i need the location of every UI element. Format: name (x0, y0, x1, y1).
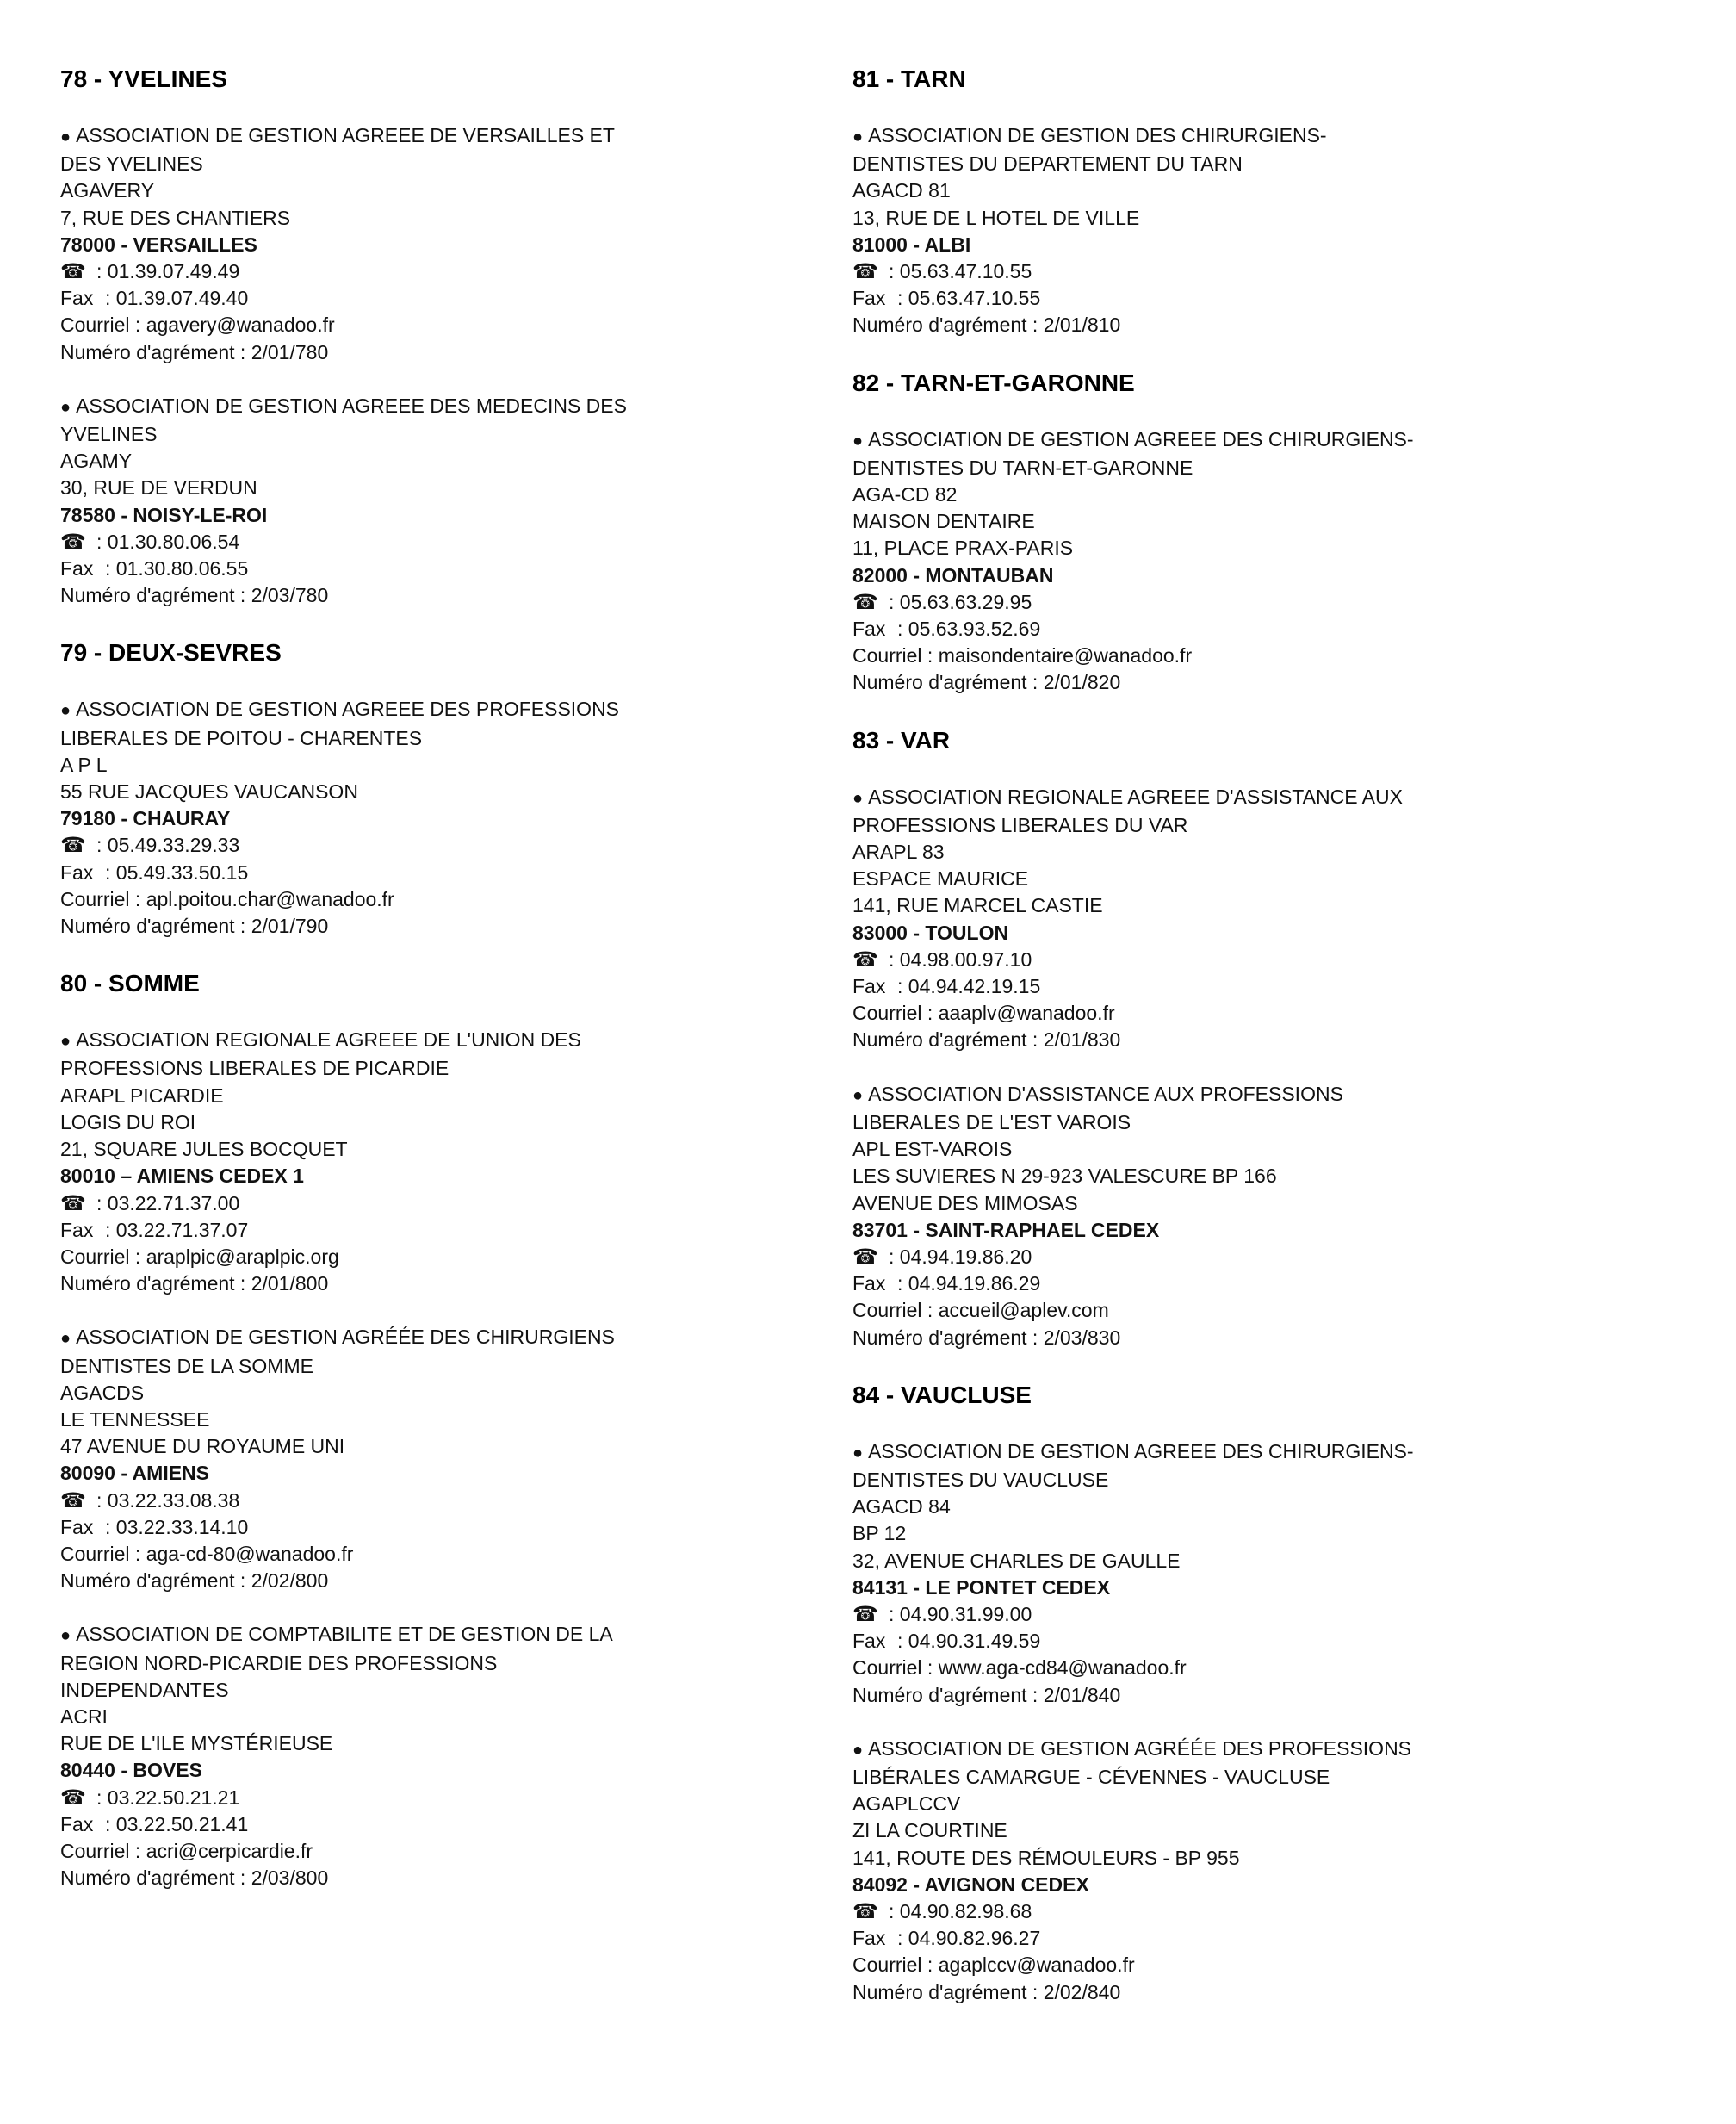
phone-line (852, 1898, 1628, 1925)
bullet-icon: ● (852, 1085, 864, 1105)
postal-city: 83701 - SAINT-RAPHAEL CEDEX (852, 1218, 1160, 1241)
phone-icon: ☎ (60, 834, 86, 858)
association-name-text: DENTISTES DU VAUCLUSE (852, 1468, 1109, 1491)
association-name-line (60, 1353, 835, 1380)
phone-number: : 03.22.33.08.38 (96, 1488, 240, 1512)
address-line: 55 RUE JACQUES VAUCANSON (60, 780, 358, 804)
fax-line (60, 860, 835, 886)
association-name-line (60, 1677, 835, 1704)
postal-city: 83000 - TOULON (852, 921, 1009, 944)
association-name-line (60, 1027, 835, 1055)
fax-label: Fax (60, 287, 94, 310)
association-name-line (60, 1621, 835, 1649)
fax-number: : 05.63.93.52.69 (897, 618, 1041, 641)
association-name-text: ASSOCIATION DE GESTION AGREEE DE VERSAILLES ET (76, 124, 615, 146)
association-name-text: DENTISTES DU TARN-ET-GARONNE (852, 456, 1194, 479)
approval-number: Numéro d'agrément : 2/02/800 (60, 1569, 329, 1593)
association-entry (852, 426, 1628, 697)
association-acronym: AGACDS (60, 1381, 145, 1404)
address-line: ZI LA COURTINE (852, 1819, 1008, 1842)
address-line: 7, RUE DES CHANTIERS (60, 206, 291, 229)
fax-line (60, 556, 835, 582)
email-line: Courriel : agavery@wanadoo.fr (60, 314, 335, 337)
fax-label: Fax (852, 1272, 886, 1295)
association-name-line (852, 1467, 1628, 1494)
phone-line (852, 1601, 1628, 1628)
fax-number: : 05.49.33.50.15 (105, 860, 249, 884)
phone-number: : 04.98.00.97.10 (889, 947, 1032, 971)
department-section (852, 62, 1628, 339)
fax-number: : 03.22.33.14.10 (105, 1515, 249, 1538)
address-line: 21, SQUARE JULES BOCQUET (60, 1138, 348, 1161)
association-name-line (852, 1764, 1628, 1791)
association-name-text: DENTISTES DE LA SOMME (60, 1354, 313, 1377)
association-name-line (60, 1324, 835, 1352)
phone-icon: ☎ (852, 1602, 878, 1626)
fax-label: Fax (60, 860, 94, 884)
association-acronym: AGAVERY (60, 179, 155, 202)
approval-number: Numéro d'agrément : 2/01/840 (852, 1683, 1121, 1706)
phone-icon: ☎ (852, 590, 878, 614)
postal-city: 78000 - VERSAILLES (60, 233, 257, 256)
department-title: 79 - DEUX-SEVRES (60, 639, 282, 667)
address-line: 141, RUE MARCEL CASTIE (852, 894, 1103, 917)
postal-city: 82000 - MONTAUBAN (852, 563, 1054, 587)
association-name-text: ASSOCIATION DE GESTION AGREEE DES CHIRURGIENS- (868, 427, 1414, 450)
association-entry (60, 122, 835, 366)
association-name-text: ASSOCIATION REGIONALE AGREEE D'ASSISTANCE AUX (868, 785, 1403, 808)
fax-number: : 01.30.80.06.55 (105, 557, 249, 581)
bullet-icon: ● (60, 1626, 71, 1646)
bullet-icon: ● (60, 397, 71, 417)
address-line: 13, RUE DE L HOTEL DE VILLE (852, 206, 1140, 229)
postal-city: 80440 - BOVES (60, 1759, 202, 1782)
association-name-text: ASSOCIATION D'ASSISTANCE AUX PROFESSIONS (868, 1082, 1343, 1105)
bullet-icon: ● (60, 1329, 71, 1349)
association-name-line (852, 784, 1628, 812)
phone-line (60, 832, 835, 859)
association-name-text: ASSOCIATION DE COMPTABILITE ET DE GESTION DE LA (76, 1623, 613, 1646)
association-name-text: ASSOCIATION DE GESTION AGREEE DES PROFESSIONS (76, 698, 620, 721)
association-name-text: ASSOCIATION REGIONALE AGREEE DE L'UNION DES (76, 1028, 581, 1052)
department-title: 80 - SOMME (60, 970, 200, 997)
association-entry (852, 784, 1628, 1054)
postal-city: 78580 - NOISY-LE-ROI (60, 503, 268, 526)
association-name-text: PROFESSIONS LIBERALES DU VAR (852, 813, 1188, 836)
phone-icon: ☎ (60, 260, 86, 284)
association-name-line (852, 151, 1628, 177)
department-section (852, 1378, 1628, 2006)
right-column (852, 62, 1628, 2033)
association-name-text: LIBERALES DE POITOU - CHARENTES (60, 726, 423, 749)
department-section (852, 366, 1628, 697)
address-line: ESPACE MAURICE (852, 867, 1029, 891)
association-name-line (852, 812, 1628, 839)
email-line: Courriel : acri@cerpicardie.fr (60, 1839, 313, 1862)
association-name-line (852, 122, 1628, 151)
association-acronym: AGAMY (60, 450, 133, 473)
address-line: LOGIS DU ROI (60, 1110, 196, 1133)
fax-label: Fax (852, 1927, 886, 1950)
fax-number: : 05.63.47.10.55 (897, 287, 1041, 310)
bullet-icon: ● (852, 431, 864, 450)
department-title: 84 - VAUCLUSE (852, 1381, 1032, 1408)
association-name-line (60, 393, 835, 421)
phone-icon: ☎ (852, 947, 878, 972)
phone-number: : 03.22.50.21.21 (96, 1786, 240, 1809)
department-title: 78 - YVELINES (60, 65, 228, 92)
association-name-text: ASSOCIATION DE GESTION AGRÉÉE DES PROFESSIONS (868, 1736, 1412, 1760)
association-name-line (60, 122, 835, 151)
association-name-line (60, 1055, 835, 1082)
phone-icon: ☎ (60, 1488, 86, 1512)
association-name-line (852, 426, 1628, 455)
phone-line (60, 1487, 835, 1514)
fax-label: Fax (60, 1812, 94, 1835)
fax-label: Fax (852, 287, 886, 310)
association-entry (60, 1027, 835, 1297)
association-entry (60, 1324, 835, 1594)
association-name-line (852, 1109, 1628, 1136)
association-name-line (852, 455, 1628, 481)
association-entry (852, 1081, 1628, 1351)
association-name-line (60, 725, 835, 752)
email-line: Courriel : aga-cd-80@wanadoo.fr (60, 1542, 354, 1565)
approval-number: Numéro d'agrément : 2/02/840 (852, 1980, 1121, 2003)
association-acronym: AGAPLCCV (852, 1792, 961, 1816)
association-name-line (60, 421, 835, 448)
association-entry (60, 1621, 835, 1891)
bullet-icon: ● (60, 1032, 71, 1052)
association-name-text: LIBÉRALES CAMARGUE - CÉVENNES - VAUCLUSE (852, 1765, 1330, 1788)
phone-line (852, 589, 1628, 616)
fax-line (60, 1811, 835, 1838)
fax-line (60, 285, 835, 312)
fax-line (852, 973, 1628, 1000)
postal-city: 84131 - LE PONTET CEDEX (852, 1575, 1111, 1599)
department-section (60, 62, 835, 609)
phone-line (852, 947, 1628, 973)
bullet-icon: ● (60, 701, 71, 721)
association-name-text: INDEPENDANTES (60, 1678, 229, 1701)
phone-number: : 03.22.71.37.00 (96, 1191, 240, 1214)
approval-number: Numéro d'agrément : 2/01/780 (60, 340, 329, 363)
association-name-line (852, 1081, 1628, 1109)
phone-icon: ☎ (60, 1786, 86, 1810)
association-name-line (60, 696, 835, 724)
phone-number: : 05.63.47.10.55 (889, 260, 1032, 283)
fax-line (852, 285, 1628, 312)
approval-number: Numéro d'agrément : 2/01/810 (852, 314, 1121, 337)
association-name-text: ASSOCIATION DE GESTION AGRÉÉE DES CHIRURGIENS (76, 1326, 615, 1349)
fax-line (60, 1217, 835, 1244)
approval-number: Numéro d'agrément : 2/01/830 (852, 1028, 1121, 1052)
association-name-text: REGION NORD-PICARDIE DES PROFESSIONS (60, 1651, 498, 1674)
phone-number: : 01.30.80.06.54 (96, 530, 240, 553)
phone-icon: ☎ (60, 530, 86, 554)
association-name-text: ASSOCIATION DE GESTION AGREEE DES CHIRURGIENS- (868, 1439, 1414, 1463)
department-section (60, 966, 835, 1891)
bullet-icon: ● (60, 127, 71, 146)
association-acronym: ARAPL PICARDIE (60, 1084, 224, 1107)
address-line: BP 12 (852, 1522, 907, 1545)
phone-line (60, 258, 835, 285)
phone-number: : 04.90.82.98.68 (889, 1899, 1032, 1922)
phone-number: : 01.39.07.49.49 (96, 260, 240, 283)
phone-line (60, 1785, 835, 1811)
association-acronym: APL EST-VAROIS (852, 1138, 1013, 1161)
department-section (852, 724, 1628, 1351)
approval-number: Numéro d'agrément : 2/01/820 (852, 671, 1121, 694)
association-entry (60, 393, 835, 610)
bullet-icon: ● (852, 1443, 864, 1463)
address-line: AVENUE DES MIMOSAS (852, 1191, 1078, 1214)
postal-city: 79180 - CHAURAY (60, 807, 231, 830)
email-line: Courriel : araplpic@araplpic.org (60, 1245, 339, 1268)
phone-icon: ☎ (852, 260, 878, 284)
phone-line (852, 258, 1628, 285)
fax-number: : 04.90.82.96.27 (897, 1927, 1041, 1950)
association-name-line (60, 151, 835, 177)
address-line: RUE DE L'ILE MYSTÉRIEUSE (60, 1732, 333, 1755)
phone-number: : 04.90.31.99.00 (889, 1602, 1032, 1625)
bullet-icon: ● (852, 788, 864, 808)
fax-label: Fax (852, 618, 886, 641)
phone-icon: ☎ (852, 1899, 878, 1923)
bullet-icon: ● (852, 1740, 864, 1760)
association-name-text: PROFESSIONS LIBERALES DE PICARDIE (60, 1057, 450, 1080)
approval-number: Numéro d'agrément : 2/03/800 (60, 1866, 329, 1890)
approval-number: Numéro d'agrément : 2/01/790 (60, 915, 329, 938)
address-line: 141, ROUTE DES RÉMOULEURS - BP 955 (852, 1846, 1240, 1869)
fax-label: Fax (852, 1630, 886, 1653)
association-acronym: AGACD 81 (852, 179, 951, 202)
fax-label: Fax (60, 1218, 94, 1241)
fax-number: : 04.94.19.86.29 (897, 1272, 1041, 1295)
association-name-text: DENTISTES DU DEPARTEMENT DU TARN (852, 152, 1243, 176)
department-title: 83 - VAR (852, 726, 951, 754)
phone-number: : 05.49.33.29.33 (96, 834, 240, 857)
email-line: Courriel : agaplccv@wanadoo.fr (852, 1953, 1135, 1977)
association-acronym: ACRI (60, 1705, 108, 1728)
phone-number: : 05.63.63.29.95 (889, 590, 1032, 613)
association-acronym: ARAPL 83 (852, 841, 945, 864)
association-acronym: A P L (60, 753, 108, 776)
postal-city: 84092 - AVIGNON CEDEX (852, 1872, 1089, 1896)
bullet-icon: ● (852, 127, 864, 146)
fax-number: : 01.39.07.49.40 (105, 287, 249, 310)
phone-number: : 04.94.19.86.20 (889, 1245, 1032, 1268)
address-line: 47 AVENUE DU ROYAUME UNI (60, 1435, 345, 1458)
association-name-text: YVELINES (60, 423, 158, 446)
email-line: Courriel : www.aga-cd84@wanadoo.fr (852, 1656, 1187, 1680)
association-entry (852, 122, 1628, 339)
association-name-line (852, 1736, 1628, 1764)
fax-number: : 03.22.71.37.07 (105, 1218, 249, 1241)
postal-city: 80090 - AMIENS (60, 1462, 209, 1485)
approval-number: Numéro d'agrément : 2/01/800 (60, 1272, 329, 1295)
association-name-line (852, 1438, 1628, 1467)
fax-label: Fax (60, 1515, 94, 1538)
email-line: Courriel : maisondentaire@wanadoo.fr (852, 644, 1193, 668)
postal-city: 81000 - ALBI (852, 233, 971, 256)
phone-icon: ☎ (60, 1191, 86, 1215)
fax-line (60, 1514, 835, 1541)
fax-label: Fax (852, 975, 886, 998)
address-line: 11, PLACE PRAX-PARIS (852, 537, 1074, 560)
fax-line (852, 616, 1628, 643)
approval-number: Numéro d'agrément : 2/03/830 (852, 1326, 1121, 1349)
phone-icon: ☎ (852, 1245, 878, 1269)
association-entry (60, 696, 835, 940)
department-title: 81 - TARN (852, 65, 966, 92)
association-entry (852, 1736, 1628, 2006)
address-line: 32, AVENUE CHARLES DE GAULLE (852, 1549, 1181, 1572)
address-line: MAISON DENTAIRE (852, 510, 1035, 533)
phone-line (852, 1244, 1628, 1270)
association-entry (852, 1438, 1628, 1709)
fax-label: Fax (60, 557, 94, 581)
association-name-text: LIBERALES DE L'EST VAROIS (852, 1110, 1132, 1133)
association-acronym: AGA-CD 82 (852, 483, 958, 506)
email-line: Courriel : apl.poitou.char@wanadoo.fr (60, 887, 394, 910)
association-name-text: ASSOCIATION DE GESTION DES CHIRURGIENS- (868, 124, 1327, 146)
fax-line (852, 1270, 1628, 1297)
left-column (60, 62, 835, 1918)
postal-city: 80010 – AMIENS CEDEX 1 (60, 1164, 304, 1188)
department-title: 82 - TARN-ET-GARONNE (852, 369, 1135, 396)
address-line: 30, RUE DE VERDUN (60, 476, 257, 500)
email-line: Courriel : accueil@aplev.com (852, 1299, 1109, 1322)
fax-number: : 04.94.42.19.15 (897, 975, 1041, 998)
phone-line (60, 529, 835, 556)
fax-line (852, 1925, 1628, 1952)
association-acronym: AGACD 84 (852, 1495, 951, 1518)
address-line: LE TENNESSEE (60, 1407, 210, 1431)
department-section (60, 636, 835, 940)
fax-number: : 03.22.50.21.41 (105, 1812, 249, 1835)
approval-number: Numéro d'agrément : 2/03/780 (60, 584, 329, 607)
association-name-text: DES YVELINES (60, 152, 203, 176)
association-name-text: ASSOCIATION DE GESTION AGREEE DES MEDECINS DES (76, 394, 627, 417)
address-line: LES SUVIERES N 29-923 VALESCURE BP 166 (852, 1164, 1277, 1188)
fax-line (852, 1628, 1628, 1655)
email-line: Courriel : aaaplv@wanadoo.fr (852, 1002, 1115, 1025)
association-name-line (60, 1650, 835, 1677)
phone-line (60, 1190, 835, 1217)
fax-number: : 04.90.31.49.59 (897, 1630, 1041, 1653)
